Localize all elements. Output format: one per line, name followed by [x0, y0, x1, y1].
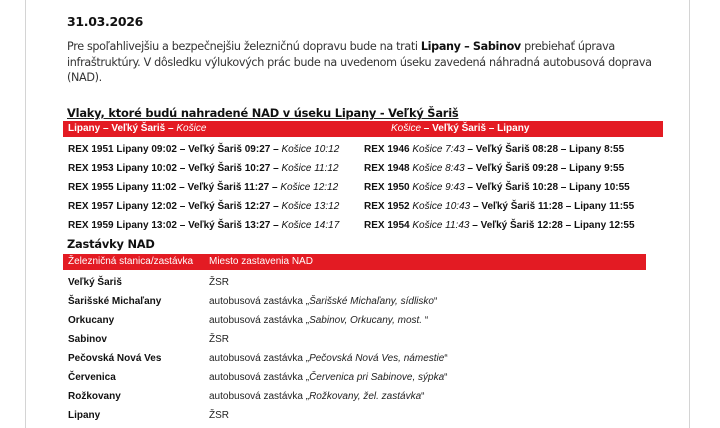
stop-place-prefix: ŽSR — [209, 334, 229, 345]
direction-header-right — [391, 121, 529, 137]
stop-place-name: Rožkovany, žel. zastávka — [309, 391, 422, 402]
header-right-bold: – Veľký Šariš – Lipany — [421, 123, 530, 134]
stop-place-prefix: autobusová zastávka „ — [209, 296, 310, 307]
stop-place-prefix: autobusová zastávka „ — [209, 372, 310, 383]
stop-place-suffix: “ — [444, 372, 448, 383]
stop-station: Sabinov — [68, 334, 107, 345]
train-info: – Veľký Šariš 12:28 – Lipany 12:55 — [469, 220, 635, 231]
stop-place-name: Pečovská Nová Ves, námestie — [309, 353, 445, 364]
header-left-bold: Lipany – Veľký Šariš – — [68, 123, 177, 134]
stop-place — [209, 410, 229, 421]
stops-section-title: Zastávky NAD — [67, 237, 155, 251]
stop-place — [209, 277, 229, 288]
train-kosice-time: Košice 9:43 — [412, 182, 465, 193]
train-kosice-time: Košice 10:43 — [412, 201, 471, 212]
train-kosice-time: Košice 10:12 — [281, 144, 340, 155]
train-info: REX 1953 Lipany 10:02 – Veľký Šariš 10:27 – — [68, 163, 282, 174]
stop-place — [209, 334, 229, 345]
train-info: – Veľký Šariš 11:28 – Lipany 11:55 — [470, 201, 635, 212]
stop-station: Lipany — [68, 410, 101, 421]
stop-place — [209, 353, 448, 364]
train-info: – Veľký Šariš 10:28 – Lipany 10:55 — [464, 182, 630, 193]
train-row-right — [364, 163, 624, 174]
stop-place-prefix: ŽSR — [209, 277, 229, 288]
train-info: REX 1955 Lipany 11:02 – Veľký Šariš 11:27 – — [68, 182, 281, 193]
stop-place — [209, 315, 428, 326]
stop-station: Veľký Šariš — [68, 277, 122, 288]
trains-section-title: Vlaky, ktoré budú nahradené NAD v úseku Lipany - Veľký Šariš — [67, 106, 459, 120]
stop-place-suffix: “ — [433, 296, 438, 307]
train-info: REX 1957 Lipany 12:02 – Veľký Šariš 12:27 – — [68, 201, 282, 212]
train-row-right — [364, 182, 630, 193]
stop-place-suffix: “ — [424, 315, 429, 326]
train-row-left — [68, 182, 338, 193]
train-kosice-time: Košice 8:43 — [412, 163, 465, 174]
stop-station: Rožkovany — [68, 391, 121, 402]
train-row-right — [364, 144, 624, 155]
intro-text-2: prebiehať úprava infraštruktúry. V dôsledku výlukových prác bude na uvedenom úseku zavedená náhradná autobusová doprava (NAD). — [67, 40, 652, 84]
train-kosice-time: Košice 11:12 — [281, 163, 339, 174]
train-row-left — [68, 201, 339, 212]
train-number: REX 1952 — [364, 201, 413, 212]
train-number: REX 1948 — [364, 163, 413, 174]
direction-header-left — [68, 121, 206, 137]
train-row-left — [68, 220, 339, 231]
train-number: REX 1954 — [364, 220, 413, 231]
stop-place-prefix: autobusová zastávka „ — [209, 315, 310, 326]
train-kosice-time: Košice 11:43 — [412, 220, 470, 231]
stop-place-name: Červenica pri Sabinove, sýpka — [309, 372, 445, 383]
train-row-left — [68, 144, 339, 155]
train-kosice-time: Košice 13:12 — [281, 201, 340, 212]
intro-text-1: Pre spoľahlivejšiu a bezpečnejšiu železničnú dopravu bude na trati — [67, 40, 421, 53]
stop-place — [209, 391, 425, 402]
intro-paragraph — [67, 39, 667, 86]
train-kosice-time: Košice 12:12 — [280, 182, 339, 193]
stop-place-prefix: autobusová zastávka „ — [209, 391, 310, 402]
stops-table-header — [63, 254, 646, 270]
train-row-left — [68, 163, 339, 174]
train-kosice-time: Košice 14:17 — [281, 220, 340, 231]
stop-place-suffix: “ — [421, 391, 425, 402]
column-header-stop-place: Miesto zastavenia NAD — [209, 256, 313, 267]
train-info: – Veľký Šariš 09:28 – Lipany 9:55 — [464, 163, 625, 174]
stop-place — [209, 372, 447, 383]
train-row-right — [364, 220, 635, 231]
intro-route: Lipany – Sabinov — [420, 40, 521, 53]
train-kosice-time: Košice 7:43 — [412, 144, 465, 155]
train-row-right — [364, 201, 634, 212]
stop-station: Pečovská Nová Ves — [68, 353, 162, 364]
trains-table-header — [63, 121, 663, 137]
header-right-italic: Košice — [391, 123, 422, 134]
header-left-italic: Košice — [176, 123, 207, 134]
stop-place-suffix: “ — [444, 353, 448, 364]
document-date: 31.03.2026 — [67, 14, 144, 29]
stop-place-prefix: ŽSR — [209, 410, 229, 421]
stop-place-name: Šarišské Michaľany, sídlisko — [309, 296, 434, 307]
stop-station: Šarišské Michaľany — [68, 296, 162, 307]
train-number: REX 1950 — [364, 182, 413, 193]
document-page — [25, 0, 690, 428]
train-info: REX 1951 Lipany 09:02 – Veľký Šariš 09:27 – — [68, 144, 282, 155]
train-number: REX 1946 — [364, 144, 413, 155]
train-info: REX 1959 Lipany 13:02 – Veľký Šariš 13:27 – — [68, 220, 282, 231]
column-header-station: Železničná stanica/zastávka — [68, 256, 194, 267]
stop-station: Orkucany — [68, 315, 115, 326]
stop-place-name: Sabinov, Orkucany, most. — [309, 315, 425, 326]
stop-station: Červenica — [68, 372, 116, 383]
train-info: – Veľký Šariš 08:28 – Lipany 8:55 — [464, 144, 625, 155]
stop-place — [209, 296, 437, 307]
stop-place-prefix: autobusová zastávka „ — [209, 353, 310, 364]
